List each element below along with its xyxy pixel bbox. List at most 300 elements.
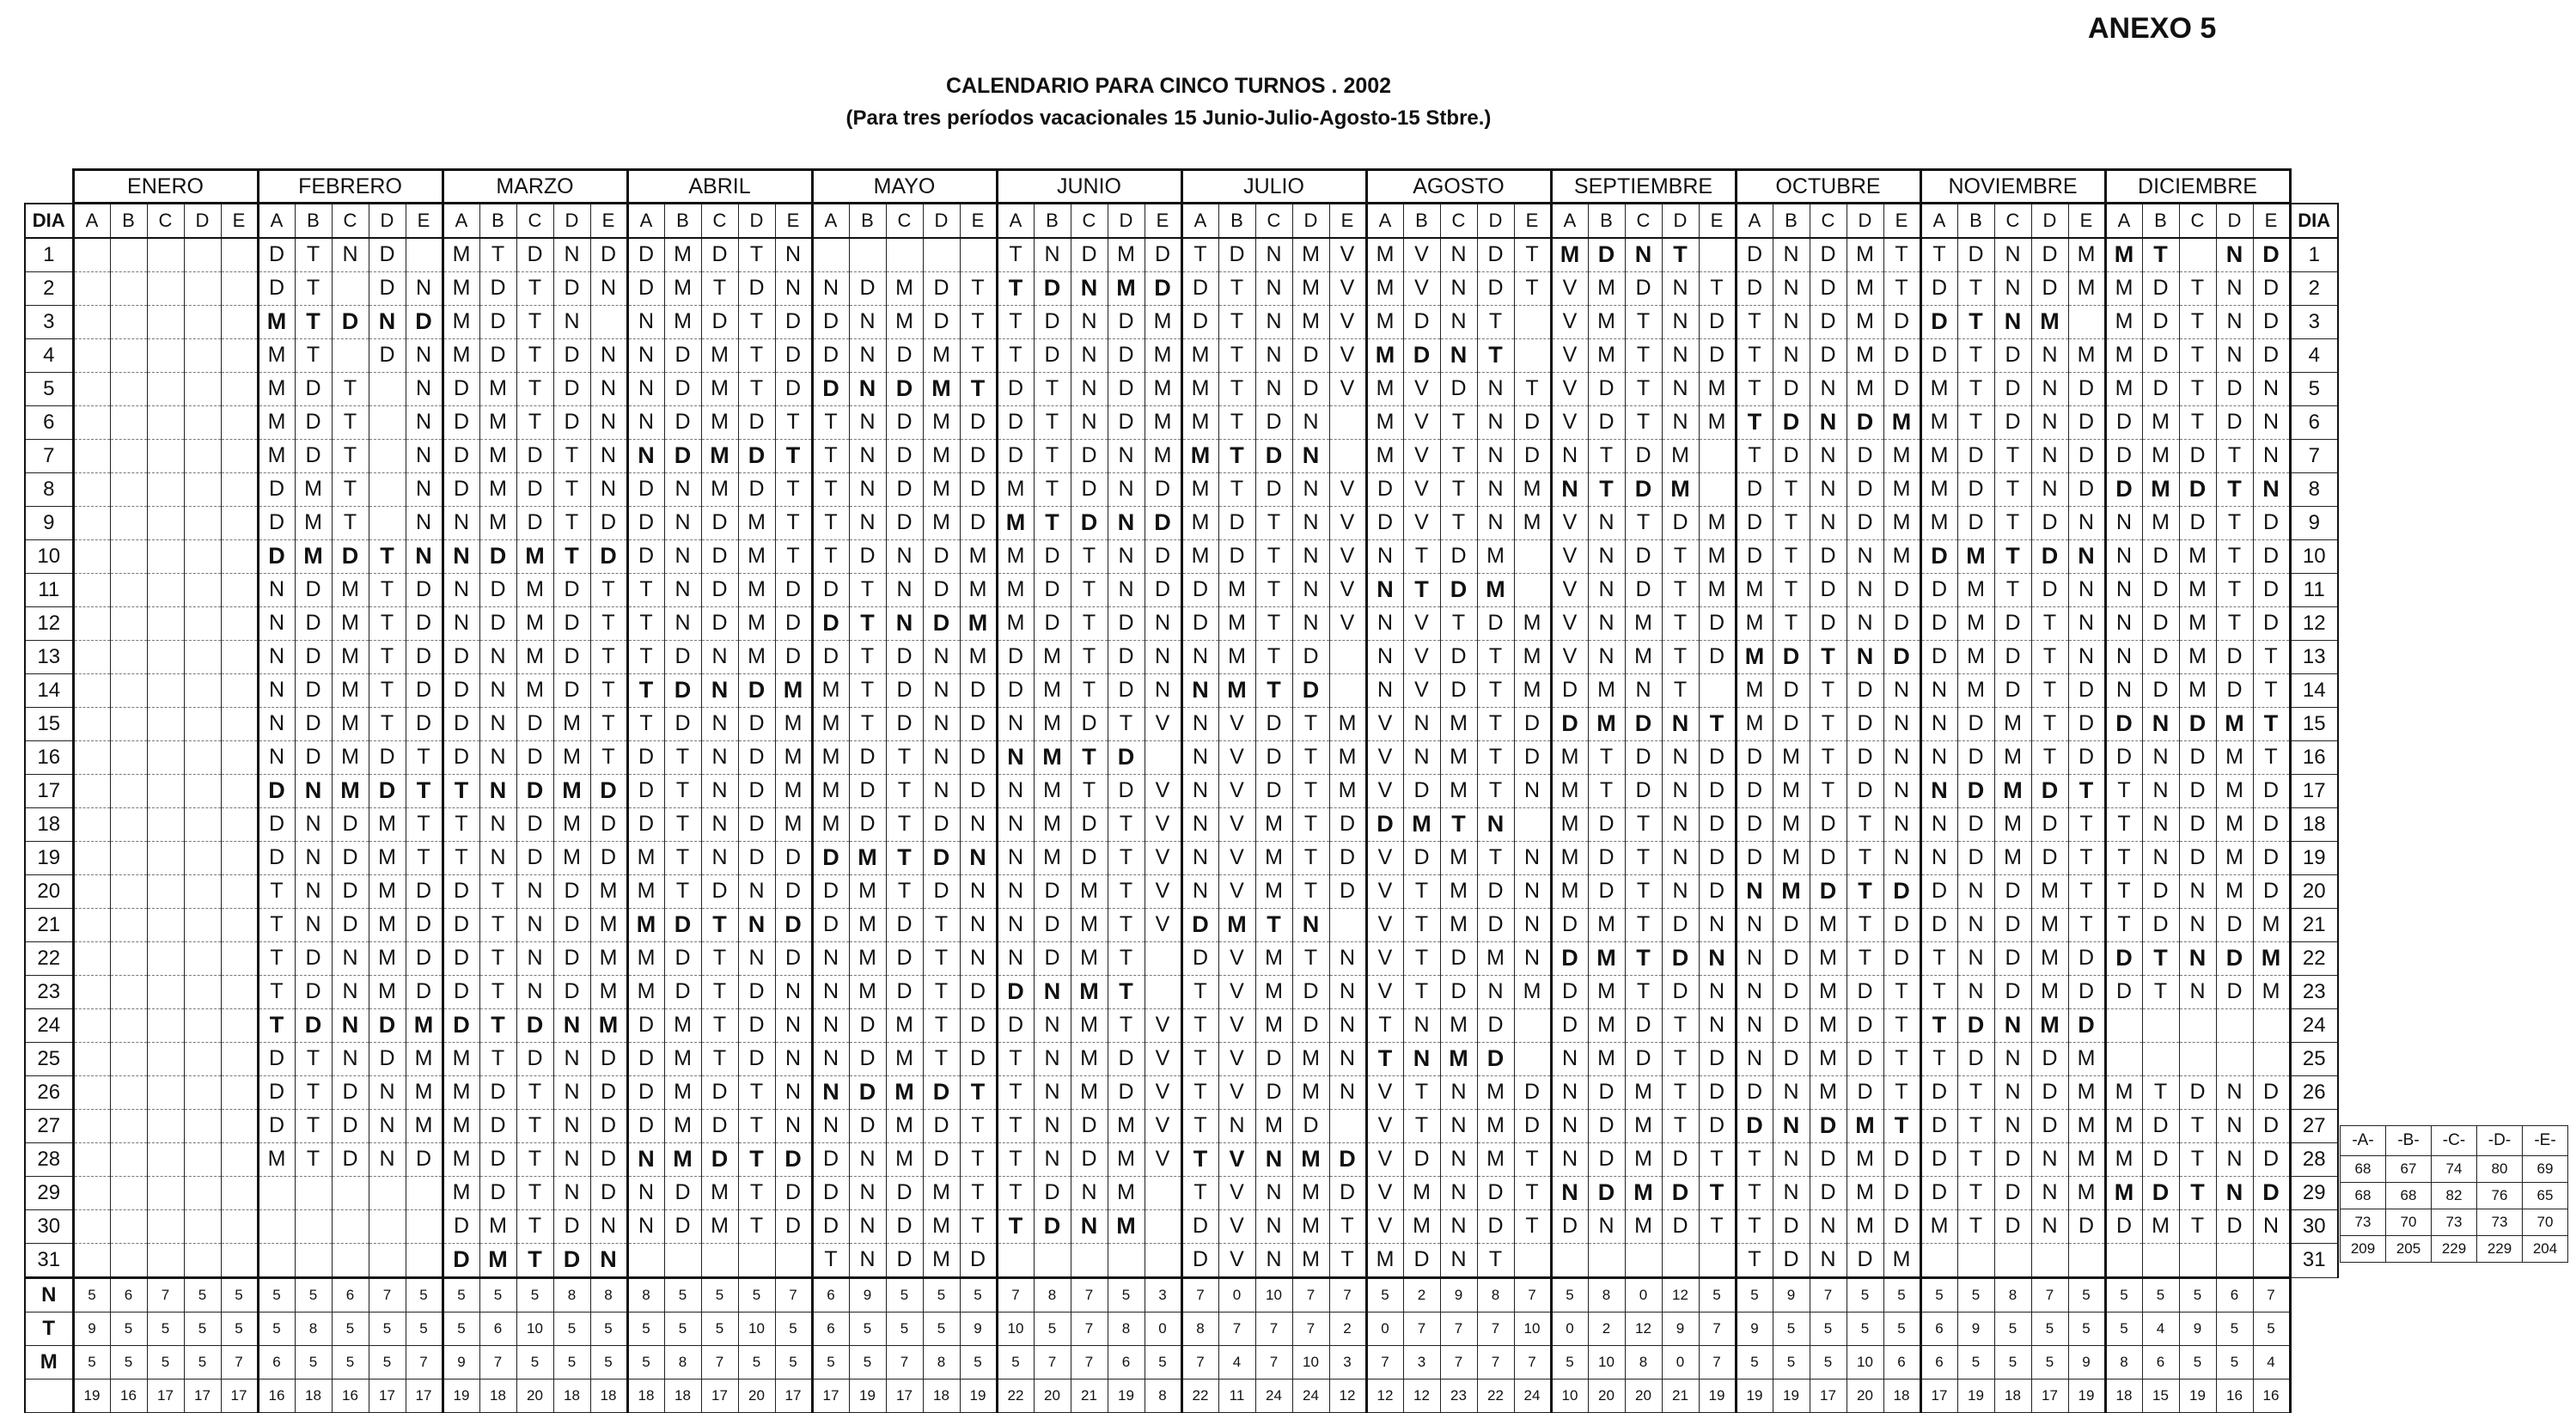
shift-cell: M xyxy=(2068,238,2105,272)
shift-cell: T xyxy=(516,1176,553,1209)
shift-cell: T xyxy=(1736,372,1773,405)
shift-cell: N xyxy=(775,1075,812,1109)
shift-cell: V xyxy=(1329,606,1366,640)
shift-cell: T xyxy=(1181,975,1218,1008)
shift-cell xyxy=(184,807,221,841)
shift-cell: T xyxy=(2031,640,2068,673)
shift-cell xyxy=(2105,1042,2142,1075)
day-number: 1 xyxy=(25,238,73,272)
shift-cell: T xyxy=(1810,740,1847,774)
shift-cell: M xyxy=(2216,841,2253,874)
shift-cell: T xyxy=(406,841,443,874)
shift-cell: D xyxy=(1477,908,1514,941)
month-stat-value: 24 xyxy=(1255,1379,1292,1412)
shift-cell: D xyxy=(2142,874,2179,908)
shift-cell: D xyxy=(886,439,923,472)
shift-cell: D xyxy=(1920,1075,1957,1109)
shift-cell: T xyxy=(1514,271,1551,305)
shift-cell: D xyxy=(923,606,960,640)
shift-cell: D xyxy=(590,1075,627,1109)
month-stat-value: 19 xyxy=(2068,1379,2105,1412)
shift-letter-header: A xyxy=(443,204,479,238)
shift-cell: M xyxy=(1071,1075,1108,1109)
shift-cell: D xyxy=(1108,774,1145,807)
shift-cell: D xyxy=(479,539,516,573)
shift-cell: D xyxy=(2216,975,2253,1008)
month-stat-value: 7 xyxy=(1255,1312,1292,1345)
shift-cell: M xyxy=(1255,941,1292,975)
shift-cell: N xyxy=(701,673,738,707)
shift-cell: M xyxy=(1957,640,1994,673)
shift-cell: M xyxy=(2253,975,2290,1008)
shift-cell: D xyxy=(295,707,332,740)
shift-cell: D xyxy=(369,238,406,272)
shift-cell: T xyxy=(516,1109,553,1142)
shift-cell: M xyxy=(2068,338,2105,372)
shift-cell: D xyxy=(2142,908,2179,941)
shift-cell: D xyxy=(1810,606,1847,640)
shift-cell: D xyxy=(1588,874,1625,908)
shift-cell: D xyxy=(1994,975,2031,1008)
shift-cell: T xyxy=(1625,807,1662,841)
shift-cell: M xyxy=(1366,305,1403,338)
shift-cell: N xyxy=(258,740,295,774)
shift-cell: V xyxy=(1403,506,1440,539)
shift-cell: D xyxy=(1810,539,1847,573)
shift-cell xyxy=(221,439,258,472)
shift-cell: T xyxy=(1034,439,1071,472)
shift-cell xyxy=(73,506,110,539)
shift-cell: T xyxy=(479,975,516,1008)
shift-cell: M xyxy=(479,405,516,439)
shift-cell xyxy=(110,807,147,841)
shift-cell: N xyxy=(406,271,443,305)
shift-cell xyxy=(1699,673,1736,707)
shift-cell xyxy=(1034,1243,1071,1277)
shift-cell: D xyxy=(1920,908,1957,941)
shift-cell: M xyxy=(1920,439,1957,472)
month-stat-value: 5 xyxy=(443,1312,479,1345)
shift-cell: T xyxy=(1514,372,1551,405)
shift-cell: T xyxy=(406,774,443,807)
shift-cell: D xyxy=(738,271,775,305)
shift-cell: M xyxy=(1551,807,1588,841)
shift-cell: D xyxy=(812,874,849,908)
shift-cell: N xyxy=(2068,506,2105,539)
shift-cell: M xyxy=(812,673,849,707)
shift-cell: T xyxy=(849,673,886,707)
shift-cell: T xyxy=(258,975,295,1008)
shift-cell: T xyxy=(1883,238,1920,272)
shift-cell: T xyxy=(1403,908,1440,941)
month-name: SEPTIEMBRE xyxy=(1551,170,1736,204)
shift-cell: N xyxy=(1588,573,1625,606)
shift-cell: T xyxy=(701,975,738,1008)
shift-cell: D xyxy=(960,506,997,539)
shift-cell: N xyxy=(997,941,1034,975)
shift-cell: D xyxy=(1662,1176,1699,1209)
shift-cell: T xyxy=(295,1042,332,1075)
month-stat-value: 7 xyxy=(701,1345,738,1379)
day-number: 6 xyxy=(2290,405,2338,439)
shift-cell: M xyxy=(1071,941,1108,975)
shift-cell: N xyxy=(258,606,295,640)
shift-cell: D xyxy=(1145,506,1181,539)
month-stat-value: 17 xyxy=(701,1379,738,1412)
shift-cell: M xyxy=(516,640,553,673)
shift-cell: D xyxy=(664,405,701,439)
shift-cell: D xyxy=(1625,271,1662,305)
month-stat-value: 0 xyxy=(1366,1312,1403,1345)
day-row xyxy=(25,774,2338,807)
shift-cell: D xyxy=(1810,841,1847,874)
shift-cell: T xyxy=(258,1008,295,1042)
month-stat-value: 5 xyxy=(147,1312,184,1345)
shift-cell: N xyxy=(1071,405,1108,439)
shift-cell: D xyxy=(960,673,997,707)
month-stat-value: 5 xyxy=(997,1345,1034,1379)
month-stat-value: 5 xyxy=(406,1277,443,1312)
shift-cell: T xyxy=(1588,774,1625,807)
day-row xyxy=(25,908,2338,941)
shift-cell: D xyxy=(1034,941,1071,975)
shift-cell: N xyxy=(1366,673,1403,707)
shift-cell: D xyxy=(1736,774,1773,807)
shift-cell: N xyxy=(812,1008,849,1042)
shift-cell: M xyxy=(1920,405,1957,439)
shift-cell: N xyxy=(1957,941,1994,975)
shift-cell: D xyxy=(1994,874,2031,908)
shift-cell: D xyxy=(1773,941,1810,975)
month-stat-value: 6 xyxy=(1883,1345,1920,1379)
shift-cell: D xyxy=(1329,874,1366,908)
shift-cell: D xyxy=(1847,1075,1883,1109)
shift-cell: T xyxy=(1662,238,1699,272)
shift-cell: N xyxy=(1071,1209,1108,1243)
shift-cell: D xyxy=(2105,472,2142,506)
shift-cell: D xyxy=(1329,1142,1366,1176)
shift-cell: N xyxy=(406,372,443,405)
shift-cell: T xyxy=(295,1109,332,1142)
shift-cell: D xyxy=(1736,807,1773,841)
shift-cell: T xyxy=(1329,1243,1366,1277)
day-row xyxy=(25,874,2338,908)
shift-cell: D xyxy=(664,673,701,707)
shift-cell: D xyxy=(2142,338,2179,372)
shift-cell: M xyxy=(775,707,812,740)
shift-cell: T xyxy=(479,1042,516,1075)
shift-cell xyxy=(1108,1243,1145,1277)
shift-cell: N xyxy=(627,305,664,338)
shift-cell xyxy=(110,1243,147,1277)
shift-cell: M xyxy=(1699,506,1736,539)
shift-cell: N xyxy=(295,841,332,874)
shift-cell: M xyxy=(812,774,849,807)
shift-cell xyxy=(221,506,258,539)
shift-cell: T xyxy=(1662,606,1699,640)
shift-cell: N xyxy=(886,573,923,606)
shift-cell: N xyxy=(1329,941,1366,975)
shift-cell: D xyxy=(849,740,886,774)
shift-cell: D xyxy=(2142,606,2179,640)
shift-cell: D xyxy=(1440,640,1477,673)
shift-cell: T xyxy=(960,1142,997,1176)
month-stat-value: 0 xyxy=(1145,1312,1181,1345)
shift-cell: N xyxy=(553,238,590,272)
shift-cell: D xyxy=(886,908,923,941)
shift-cell: D xyxy=(2253,1109,2290,1142)
shift-cell: D xyxy=(1810,807,1847,841)
shift-cell: V xyxy=(1551,372,1588,405)
shift-cell: D xyxy=(1181,1243,1218,1277)
shift-cell: D xyxy=(590,539,627,573)
shift-cell: D xyxy=(1145,271,1181,305)
shift-cell: M xyxy=(923,506,960,539)
shift-cell: M xyxy=(1588,707,1625,740)
shift-cell: N xyxy=(701,740,738,774)
shift-cell: D xyxy=(1218,238,1255,272)
shift-cell: D xyxy=(664,1176,701,1209)
shift-cell: N xyxy=(701,707,738,740)
month-stat-value: 7 xyxy=(221,1345,258,1379)
shift-cell: M xyxy=(479,472,516,506)
shift-cell: N xyxy=(1994,271,2031,305)
shift-cell xyxy=(110,573,147,606)
shift-cell: D xyxy=(1920,874,1957,908)
shift-cell: T xyxy=(1847,807,1883,841)
shift-cell: M xyxy=(1366,439,1403,472)
shift-cell xyxy=(147,1075,184,1109)
shift-cell xyxy=(1514,305,1551,338)
shift-cell: V xyxy=(1218,1209,1255,1243)
shift-cell: D xyxy=(775,941,812,975)
shift-cell: D xyxy=(1920,539,1957,573)
shift-cell: N xyxy=(1514,874,1551,908)
shift-cell: M xyxy=(923,1209,960,1243)
month-stat-value: 18 xyxy=(923,1379,960,1412)
shift-cell: D xyxy=(295,405,332,439)
shift-cell: M xyxy=(1071,908,1108,941)
shift-cell: D xyxy=(775,874,812,908)
shift-cell: M xyxy=(258,1142,295,1176)
shift-cell: M xyxy=(923,372,960,405)
shift-cell: D xyxy=(997,673,1034,707)
shift-cell: M xyxy=(1847,1109,1883,1142)
shift-cell: D xyxy=(2068,439,2105,472)
shift-cell: N xyxy=(849,1142,886,1176)
shift-cell: T xyxy=(332,506,369,539)
shift-cell: M xyxy=(960,606,997,640)
shift-cell: V xyxy=(1551,640,1588,673)
shift-cell: M xyxy=(479,506,516,539)
month-stat-value: 5 xyxy=(2179,1345,2216,1379)
shift-cell xyxy=(73,1008,110,1042)
shift-cell: M xyxy=(886,1109,923,1142)
shift-cell: T xyxy=(1477,338,1514,372)
shift-cell: D xyxy=(1920,1176,1957,1209)
month-stat-value: 8 xyxy=(1034,1277,1071,1312)
shift-letter-header: B xyxy=(1034,204,1071,238)
shift-cell: N xyxy=(1329,1008,1366,1042)
totals-value: 205 xyxy=(2386,1236,2432,1263)
shift-cell: M xyxy=(1883,405,1920,439)
shift-cell: D xyxy=(516,1042,553,1075)
shift-cell: D xyxy=(1847,405,1883,439)
shift-cell: M xyxy=(1440,707,1477,740)
shift-cell: D xyxy=(1403,774,1440,807)
day-row xyxy=(25,338,2338,372)
shift-cell: T xyxy=(812,472,849,506)
shift-cell: D xyxy=(812,372,849,405)
shift-cell: T xyxy=(1736,305,1773,338)
shift-cell: N xyxy=(479,707,516,740)
shift-cell: D xyxy=(1920,640,1957,673)
shift-cell: M xyxy=(960,573,997,606)
month-stat-value: 5 xyxy=(184,1312,221,1345)
shift-cell: D xyxy=(1034,338,1071,372)
shift-cell xyxy=(73,1243,110,1277)
shift-cell: D xyxy=(369,1008,406,1042)
month-stat-value: 7 xyxy=(886,1345,923,1379)
shift-cell: D xyxy=(2068,472,2105,506)
shift-cell: D xyxy=(627,539,664,573)
shift-cell xyxy=(701,1243,738,1277)
shift-cell: N xyxy=(812,1075,849,1109)
month-stat-value: 5 xyxy=(1957,1277,1994,1312)
shift-cell xyxy=(2216,1243,2253,1277)
shift-cell: T xyxy=(1108,908,1145,941)
shift-cell xyxy=(369,372,406,405)
shift-cell: M xyxy=(1957,606,1994,640)
shift-cell: M xyxy=(2105,1109,2142,1142)
day-row xyxy=(25,372,2338,405)
shift-cell: N xyxy=(258,673,295,707)
shift-cell: M xyxy=(1329,740,1366,774)
shift-cell: N xyxy=(2216,1176,2253,1209)
day-number: 27 xyxy=(25,1109,73,1142)
shift-cell: N xyxy=(1071,305,1108,338)
month-stat-value: 0 xyxy=(1662,1345,1699,1379)
month-stat-value: 20 xyxy=(1034,1379,1071,1412)
shift-cell: M xyxy=(1625,1142,1662,1176)
totals-header: -B- xyxy=(2386,1126,2432,1156)
shift-cell: D xyxy=(2068,1209,2105,1243)
shift-cell: N xyxy=(1883,774,1920,807)
shift-cell: M xyxy=(1218,640,1255,673)
shift-cell: D xyxy=(1588,238,1625,272)
shift-cell: T xyxy=(1588,439,1625,472)
shift-cell: M xyxy=(886,1075,923,1109)
shift-cell: M xyxy=(369,941,406,975)
shift-cell: M xyxy=(1329,707,1366,740)
month-stat-value: 7 xyxy=(1810,1277,1847,1312)
shift-cell: N xyxy=(2031,1209,2068,1243)
shift-cell: D xyxy=(1071,1109,1108,1142)
shift-cell: T xyxy=(1255,908,1292,941)
shift-cell: N xyxy=(2179,975,2216,1008)
corner-blank xyxy=(2290,170,2338,204)
shift-cell xyxy=(221,372,258,405)
shift-cell: T xyxy=(332,405,369,439)
shift-cell xyxy=(147,807,184,841)
shift-cell: D xyxy=(590,807,627,841)
shift-cell: D xyxy=(701,874,738,908)
shift-cell: N xyxy=(664,506,701,539)
shift-cell: V xyxy=(1366,1209,1403,1243)
shift-cell: T xyxy=(1736,1176,1773,1209)
day-row xyxy=(25,707,2338,740)
shift-cell: M xyxy=(812,740,849,774)
shift-cell xyxy=(73,271,110,305)
shift-cell: N xyxy=(960,841,997,874)
shift-cell: M xyxy=(1551,841,1588,874)
stats-blank xyxy=(2290,1312,2338,1345)
shift-cell: D xyxy=(295,606,332,640)
shift-cell: T xyxy=(960,372,997,405)
shift-cell: D xyxy=(664,908,701,941)
shift-cell: N xyxy=(1662,305,1699,338)
shift-cell: D xyxy=(295,941,332,975)
shift-cell: D xyxy=(701,539,738,573)
shift-cell: T xyxy=(886,841,923,874)
month-stat-value: 7 xyxy=(406,1345,443,1379)
shift-cell: M xyxy=(1218,908,1255,941)
month-stat-value: 6 xyxy=(2142,1345,2179,1379)
shift-cell xyxy=(147,841,184,874)
shift-cell xyxy=(147,506,184,539)
shift-cell: D xyxy=(1108,338,1145,372)
shift-cell: M xyxy=(2179,673,2216,707)
shift-cell: D xyxy=(886,707,923,740)
day-number: 7 xyxy=(25,439,73,472)
shift-cell: M xyxy=(1551,238,1588,272)
shift-cell xyxy=(184,1243,221,1277)
shift-cell: M xyxy=(627,975,664,1008)
shift-cell xyxy=(73,841,110,874)
day-number: 11 xyxy=(25,573,73,606)
shift-cell: T xyxy=(1957,271,1994,305)
shift-cell: T xyxy=(1736,1243,1773,1277)
shift-cell: N xyxy=(1181,807,1218,841)
shift-cell: T xyxy=(479,908,516,941)
shift-cell: D xyxy=(2253,338,2290,372)
shift-cell xyxy=(295,1209,332,1243)
month-stat-value: 5 xyxy=(627,1312,664,1345)
shift-cell: D xyxy=(886,975,923,1008)
shift-cell xyxy=(997,1243,1034,1277)
shift-cell: N xyxy=(2216,271,2253,305)
shift-cell: M xyxy=(1810,1042,1847,1075)
shift-cell: T xyxy=(2179,305,2216,338)
shift-cell: D xyxy=(1108,606,1145,640)
shift-cell: D xyxy=(886,405,923,439)
shift-cell xyxy=(332,1209,369,1243)
shift-cell: N xyxy=(849,305,886,338)
shift-cell: T xyxy=(1810,707,1847,740)
day-number: 25 xyxy=(25,1042,73,1075)
month-stat-value: 6 xyxy=(332,1277,369,1312)
shift-cell: D xyxy=(1071,439,1108,472)
shift-cell: D xyxy=(2068,941,2105,975)
shift-letter-header: C xyxy=(516,204,553,238)
shift-cell: T xyxy=(2105,874,2142,908)
shift-cell: D xyxy=(1108,372,1145,405)
shift-cell xyxy=(1329,1109,1366,1142)
shift-cell: N xyxy=(997,874,1034,908)
shift-cell xyxy=(221,908,258,941)
shift-cell xyxy=(1514,573,1551,606)
shift-cell: D xyxy=(2105,740,2142,774)
